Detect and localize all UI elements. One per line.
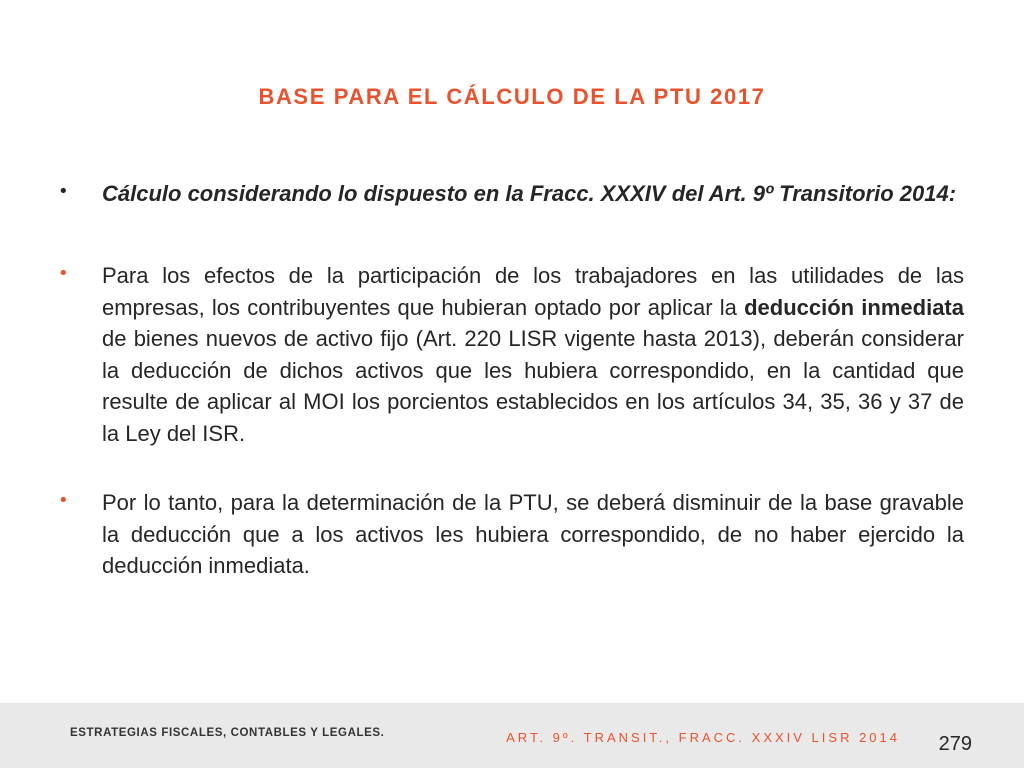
footer-reference: ART. 9º. TRANSIT., FRACC. XXXIV LISR 2014 [506, 730, 900, 745]
bullet-emphasis: deducción inmediata [744, 294, 964, 320]
bullet-marker: • [58, 181, 69, 202]
footer-bar [0, 703, 1024, 768]
page-number: 279 [938, 733, 972, 755]
footer-brand-text: ESTRATEGIAS FISCALES, CONTABLES Y LEGALES. [70, 727, 385, 739]
bullet-marker: • [58, 263, 69, 284]
bullet-text: de bienes nuevos de activo fijo (Art. 220 LISR vigente hasta 2013), deberán considerar la deducción de dichos activos que les hubiera correspondido, en la cantidad que resulte de aplicar al MOI los porcientos establecidos en los artículos 34, 35, 36 y 37 de la Ley del ISR. [102, 326, 964, 446]
bullet-paragraph-ptu: Por lo tanto, para la determinación de la PTU, se deberá disminuir de la base gravable la deducción que a los activos les hubiera correspondido, de no haber ejercido la deducción inmediata. [102, 490, 964, 578]
slide-title: BASE PARA EL CÁLCULO DE LA PTU 2017 [258, 84, 766, 109]
bullet-heading: Cálculo considerando lo dispuesto en la Fracc. XXXIV del Art. 9º Transitorio 2014: [102, 181, 957, 206]
bullet-paragraph-deduction [102, 260, 964, 449]
bullet-marker: • [58, 490, 69, 511]
bullet-text: Para los efectos de la participación de los trabajadores en las utilidades de las empresas, los contribuyentes que hubieran optado por aplicar la [102, 263, 964, 320]
